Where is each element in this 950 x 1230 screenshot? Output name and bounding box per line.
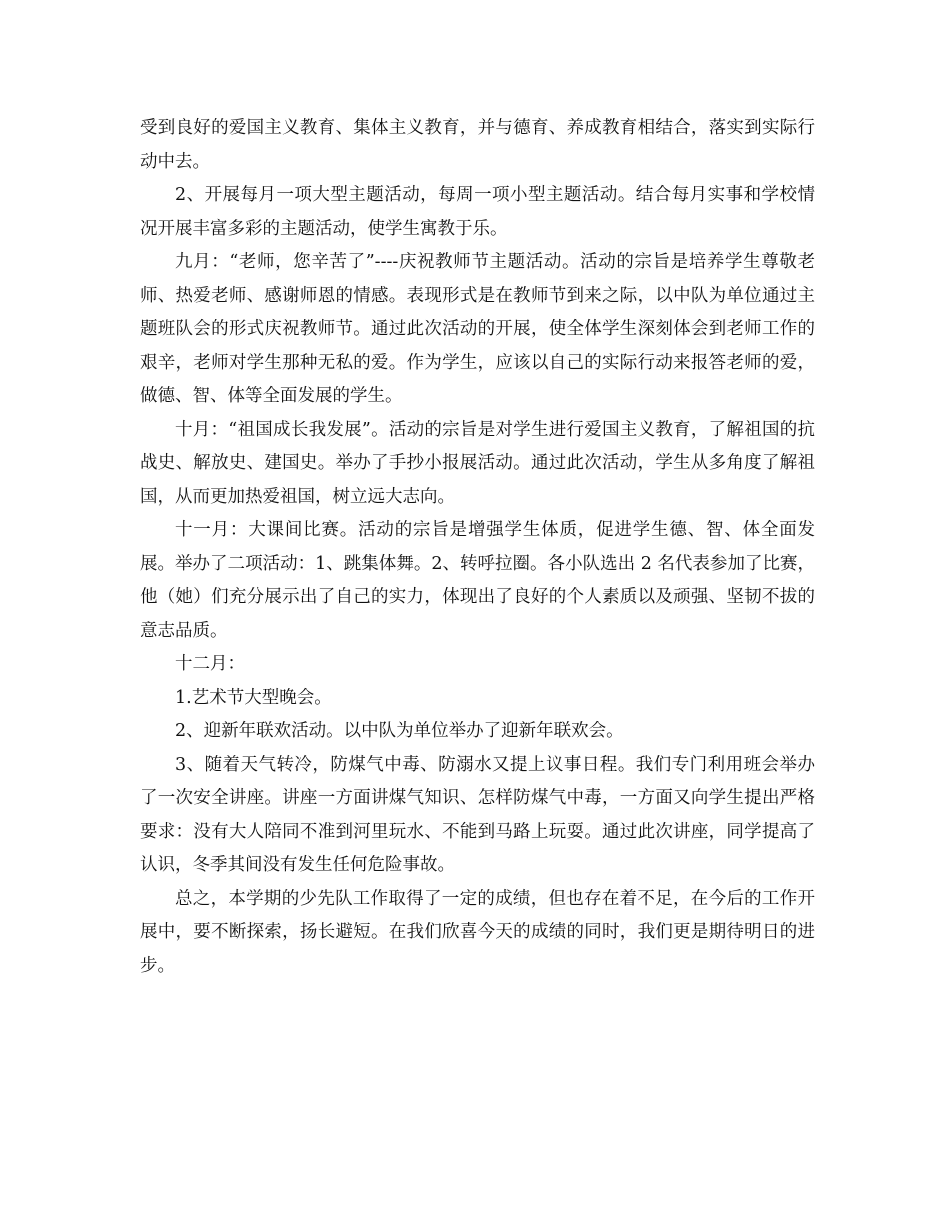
paragraph-december-item-2: 2、迎新年联欢活动。以中队为单位举办了迎新年联欢会。 [175, 721, 624, 741]
paragraph-intro-continuation: 受到良好的爱国主义教育、集体主义教育，并与德育、养成教育相结合，落实到实际行动中去。 [140, 118, 815, 172]
paragraph-october: 十月：“祖国成长我发展”。活动的宗旨是对学生进行爱国主义教育，了解祖国的抗战史、解放史、建国史。举办了手抄小报展活动。通过此次活动，学生从多角度了解祖国，从而更加热爱祖国，树立远大志向。 [140, 419, 815, 507]
paragraph-december-item-1: 1.艺术节大型晚会。 [175, 687, 332, 708]
paragraph-conclusion: 总之，本学期的少先队工作取得了一定的成绩，但也存在着不足，在今后的工作开展中，要不断探索，扬长避短。在我们欣喜今天的成绩的同时，我们更是期待明日的进步。 [140, 888, 815, 976]
paragraph-september: 九月：“老师，您辛苦了”----庆祝教师节主题活动。活动的宗旨是培养学生尊敬老师、热爱老师、感谢师恩的情感。表现形式是在教师节到来之际，以中队为单位通过主题班队会的形式庆祝教师节。通过此次活动的开展，使全体学生深刻体会到老师工作的艰辛，老师对学生那种无私的爱。作为学生，应该以自己的实际行动来报答老师的爱，做德、智、体等全面发展的学生。 [140, 252, 815, 406]
paragraph-monthly-activities: 2、开展每月一项大型主题活动，每周一项小型主题活动。结合每月实事和学校情况开展丰富多彩的主题活动，使学生寓教于乐。 [140, 185, 815, 239]
document-body [140, 112, 815, 983]
paragraph-december-item-3: 3、随着天气转冷，防煤气中毒、防溺水又提上议事日程。我们专门利用班会举办了一次安全讲座。讲座一方面讲煤气知识、怎样防煤气中毒，一方面又向学生提出严格要求：没有大人陪同不准到河里玩水、不能到马路上玩耍。通过此次讲座，同学提高了认识，冬季其间没有发生任何危险事故。 [140, 754, 815, 875]
paragraph-november: 十一月：大课间比赛。活动的宗旨是增强学生体质，促进学生德、智、体全面发展。举办了二项活动：1、跳集体舞。2、转呼拉圈。各小队选出 2 名代表参加了比赛，他（她）们充分展示出了自己的实力，体现出了良好的个人素质以及顽强、坚韧不拔的意志品质。 [140, 520, 815, 641]
paragraph-december-heading: 十二月： [175, 654, 245, 674]
